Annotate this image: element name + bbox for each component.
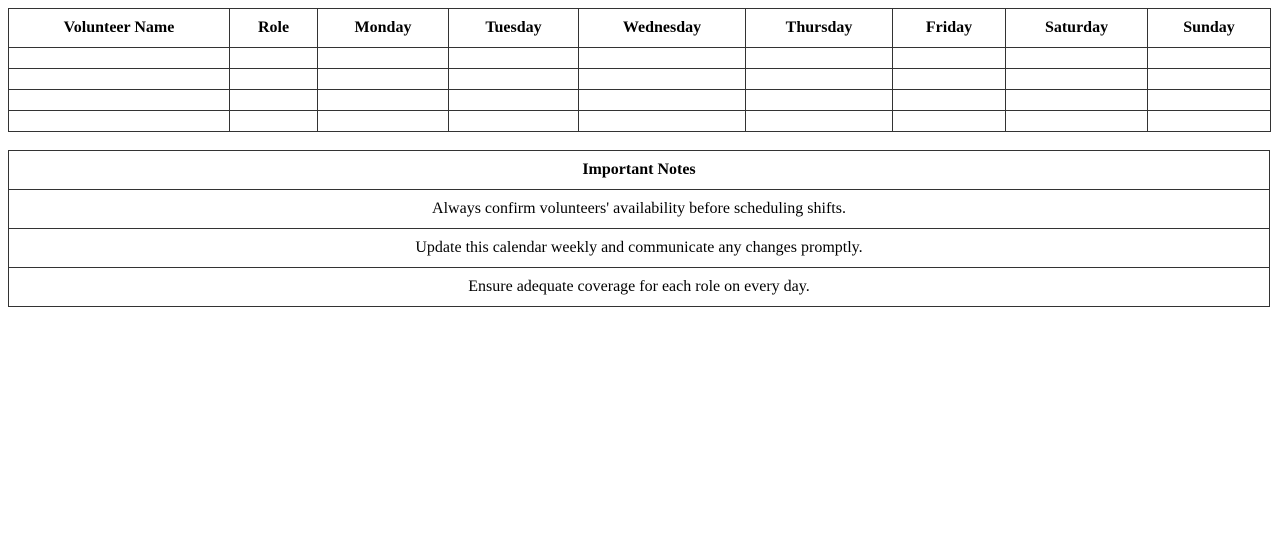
- table-cell: [893, 69, 1006, 90]
- header-friday: Friday: [893, 9, 1006, 48]
- notes-header-row: [9, 151, 1270, 190]
- table-cell: [1148, 111, 1271, 132]
- table-cell: [1148, 69, 1271, 90]
- schedule-header-row: [9, 9, 1271, 48]
- table-cell: [893, 48, 1006, 69]
- table-cell: [1148, 48, 1271, 69]
- header-tuesday: Tuesday: [449, 9, 579, 48]
- header-saturday: Saturday: [1006, 9, 1148, 48]
- table-cell: [9, 90, 230, 111]
- header-sunday: Sunday: [1148, 9, 1271, 48]
- header-volunteer-name: Volunteer Name: [9, 9, 230, 48]
- table-cell: [579, 90, 746, 111]
- table-cell: [1006, 90, 1148, 111]
- table-cell: [9, 69, 230, 90]
- header-thursday: Thursday: [746, 9, 893, 48]
- table-cell: [318, 69, 449, 90]
- note-row: [9, 229, 1270, 268]
- table-cell: [1006, 111, 1148, 132]
- note-item: Always confirm volunteers' availability before scheduling shifts.: [9, 190, 1270, 229]
- table-row: [9, 48, 1271, 69]
- notes-title: Important Notes: [9, 151, 1270, 190]
- table-row: [9, 69, 1271, 90]
- table-cell: [449, 48, 579, 69]
- table-cell: [746, 48, 893, 69]
- note-row: [9, 268, 1270, 307]
- header-role: Role: [230, 9, 318, 48]
- volunteer-schedule-table: [8, 8, 1271, 132]
- table-cell: [318, 48, 449, 69]
- table-cell: [579, 111, 746, 132]
- table-cell: [1006, 48, 1148, 69]
- table-cell: [579, 48, 746, 69]
- important-notes-table: [8, 150, 1270, 307]
- table-cell: [1006, 69, 1148, 90]
- table-row: [9, 90, 1271, 111]
- table-cell: [449, 69, 579, 90]
- table-cell: [893, 111, 1006, 132]
- table-cell: [230, 48, 318, 69]
- table-cell: [318, 90, 449, 111]
- note-item: Ensure adequate coverage for each role on every day.: [9, 268, 1270, 307]
- table-cell: [9, 111, 230, 132]
- table-cell: [230, 111, 318, 132]
- header-wednesday: Wednesday: [579, 9, 746, 48]
- note-row: [9, 190, 1270, 229]
- table-cell: [579, 69, 746, 90]
- table-cell: [230, 69, 318, 90]
- table-cell: [1148, 90, 1271, 111]
- table-cell: [318, 111, 449, 132]
- header-monday: Monday: [318, 9, 449, 48]
- page-content: [8, 8, 1270, 307]
- table-cell: [746, 69, 893, 90]
- note-item: Update this calendar weekly and communicate any changes promptly.: [9, 229, 1270, 268]
- table-cell: [893, 90, 1006, 111]
- table-row: [9, 111, 1271, 132]
- table-cell: [449, 111, 579, 132]
- table-cell: [746, 90, 893, 111]
- table-cell: [9, 48, 230, 69]
- table-cell: [746, 111, 893, 132]
- table-cell: [230, 90, 318, 111]
- table-cell: [449, 90, 579, 111]
